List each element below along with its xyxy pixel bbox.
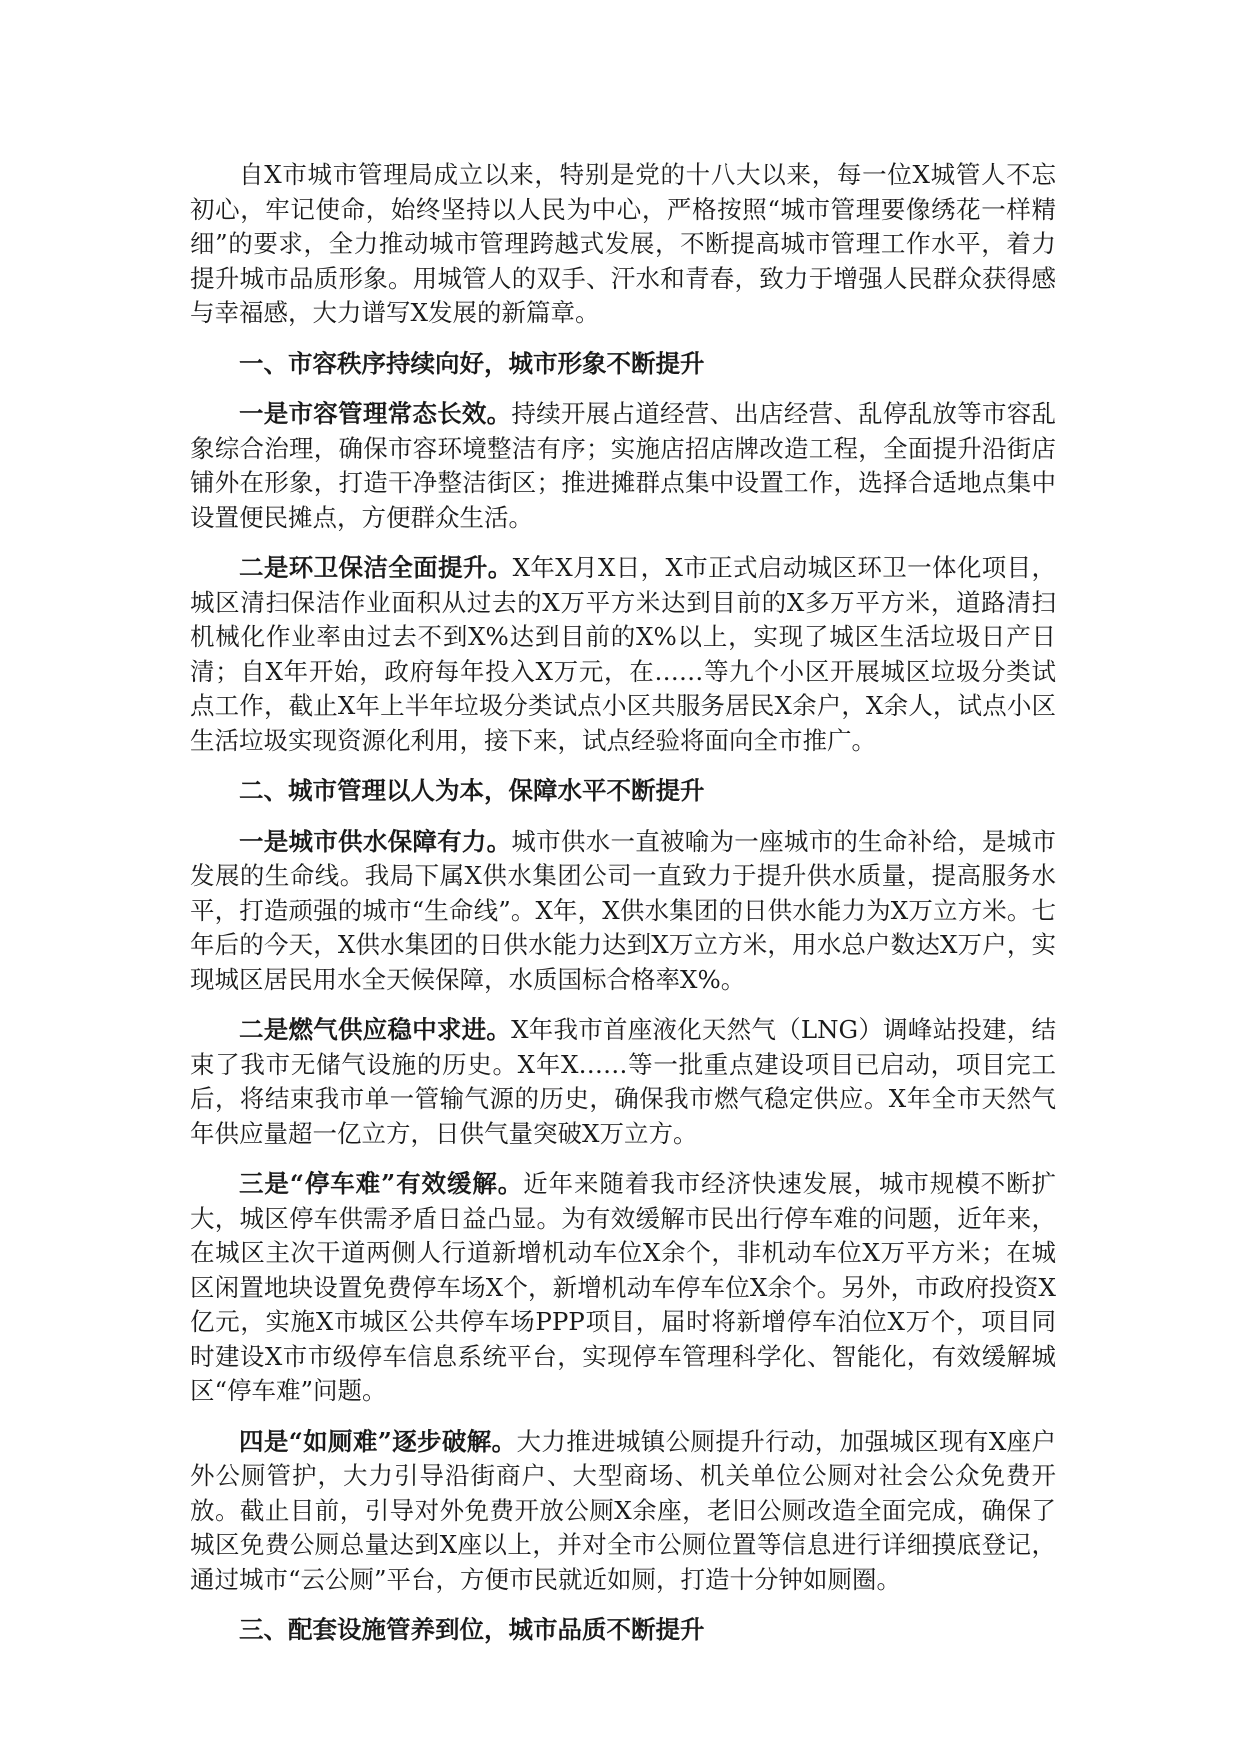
paragraph-text: 自X市城市管理局成立以来，特别是党的十八大以来，每一位X城管人不忘初心，牢记使命，始终坚持以人民为中心，严格按照“城市管理要像绣花一样精细”的要求，全力推动城市管理跨越式发展，不断提高城市管理工作水平，着力提升城市品质形象。用城管人的双手、汗水和青春，致力于增强人民群众获得感与幸福感，大力谱写X发展的新篇章。 [190, 160, 1056, 327]
section-heading-1: 一、市容秩序持续向好，城市形象不断提升 [239, 348, 705, 378]
section-heading-2: 二、城市管理以人为本，保障水平不断提升 [239, 776, 705, 805]
paragraph-lead: 四是“如厕难”逐步破解。 [239, 1426, 517, 1456]
paragraph-text: X年X月X日，X市正式启动城区环卫一体化项目，城区清扫保洁作业面积从过去的X万平方米达到目前的X多万平方米，道路清扫机械化作业率由过去不到X%达到目前的X%以上，实现了城区生活垃圾日产日清；自X年开始，政府每年投入X万元，在……等九个小区开展城区垃圾分类试点工作，截止X年上半年垃圾分类试点小区共服务居民X余户，X余人，试点小区生活垃圾实现资源化利用，接下来，试点经验将面向全市推广。 [190, 553, 1057, 755]
paragraph-gas-supply [190, 1013, 1056, 1151]
paragraph-text: 城市供水一直被喻为一座城市的生命补给，是城市发展的生命线。我局下属X供水集团公司一直致力于提升供水质量，提高服务水平，打造顽强的城市“生命线”。X年，X供水集团的日供水能力为X万立方米。七年后的今天，X供水集团的日供水能力达到X万立方米，用水总户数达X万户，实现城区居民用水全天候保障，水质国标合格率X%。 [190, 826, 1056, 994]
paragraph-city-appearance [190, 397, 1056, 535]
paragraph-text: 大力推进城镇公厕提升行动，加强城区现有X座户外公厕管护，大力引导沿街商户、大型商场、机关单位公厕对社会公众免费开放。截止目前，引导对外免费开放公厕X余座，老旧公厕改造全面完成，确保了城区免费公厕总量达到X座以上，并对全市公厕位置等信息进行详细摸底登记，通过城市“云公厕”平台，方便市民就近如厕，打造十分钟如厕圈。 [190, 1426, 1056, 1594]
document-page [190, 158, 1056, 1664]
paragraph-lead: 二是环卫保洁全面提升。 [239, 553, 513, 582]
paragraph-water-supply [190, 825, 1056, 998]
paragraph-sanitation [190, 551, 1056, 758]
section-heading-3: 三、配套设施管养到位，城市品质不断提升 [239, 1615, 705, 1644]
intro-paragraph [190, 158, 1056, 331]
paragraph-parking [190, 1167, 1056, 1409]
paragraph-lead: 一是城市供水保障有力。 [239, 826, 512, 856]
paragraph-toilets [190, 1425, 1056, 1598]
paragraph-lead: 二是燃气供应稳中求进。 [239, 1015, 512, 1044]
paragraph-lead: 一是市容管理常态长效。 [239, 399, 512, 428]
paragraph-lead: 三是“停车难”有效缓解。 [239, 1169, 524, 1198]
paragraph-text: X年我市首座液化天然气（LNG）调峰站投建，结束了我市无储气设施的历史。X年X……等一批重点建设项目已启动，项目完工后，将结束我市单一管输气源的历史，确保我市燃气稳定供应。X年全市天然气年供应量超一亿立方，日供气量突破X万立方。 [190, 1015, 1057, 1148]
paragraph-text: 近年来随着我市经济快速发展，城市规模不断扩大，城区停车供需矛盾日益凸显。为有效缓解市民出行停车难的问题，近年来，在城区主次干道两侧人行道新增机动车位X余个，非机动车位X万平方米；在城区闲置地块设置免费停车场X个，新增机动车停车位X余个。另外，市政府投资X亿元，实施X市城区公共停车场PPP项目，届时将新增停车泊位X万个，项目同时建设X市市级停车信息系统平台，实现停车管理科学化、智能化，有效缓解城区“停车难”问题。 [190, 1169, 1057, 1405]
paragraph-text: 持续开展占道经营、出店经营、乱停乱放等市容乱象综合治理，确保市容环境整洁有序；实施店招店牌改造工程，全面提升沿街店铺外在形象，打造干净整洁街区；推进摊群点集中设置工作，选择合适地点集中设置便民摊点，方便群众生活。 [190, 399, 1056, 532]
